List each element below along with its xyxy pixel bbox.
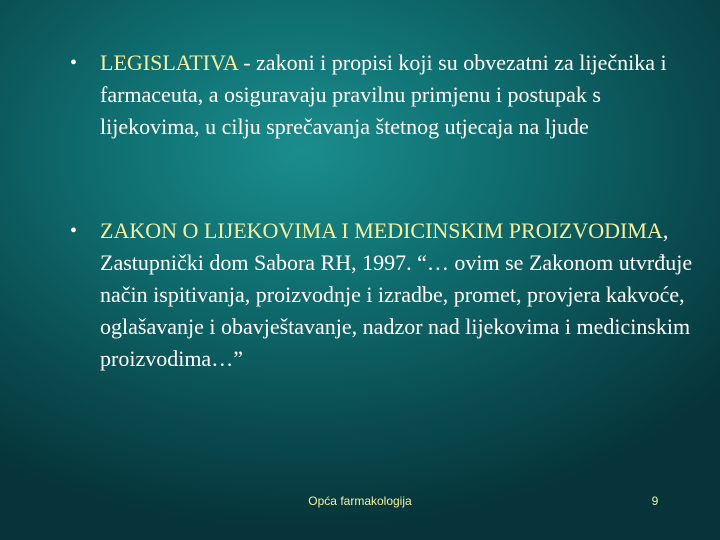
bullet-marker: • <box>70 52 78 74</box>
bullet-marker: • <box>70 220 78 242</box>
page-number: 9 <box>651 494 659 508</box>
bullet-heading: LEGISLATIVA <box>100 50 238 75</box>
bullet-text: , Zastupnički dom Sabora RH, 1997. “… ovim se Zakonom utvrđuje način ispitivanja, proizvodnje i izradbe, promet, provjera kakvoće, oglašavanje i obavještavanje, nadzor nad lijekovima i medicinskim proizvodima…” <box>100 218 693 371</box>
bullet-heading: ZAKON O LIJEKOVIMA I MEDICINSKIM PROIZVODIMA <box>100 218 663 243</box>
bullet-legislativa <box>70 47 700 143</box>
bullet-text: - zakoni i propisi koji su obvezatni za liječnika i farmaceuta, a osiguravaju pravilnu primjenu i postupak s lijekovima, u cilju sprečavanja štetnog utjecaja na ljude <box>100 50 667 139</box>
footer-title: Opća farmakologija <box>308 494 412 508</box>
bullet-zakon <box>70 215 700 375</box>
